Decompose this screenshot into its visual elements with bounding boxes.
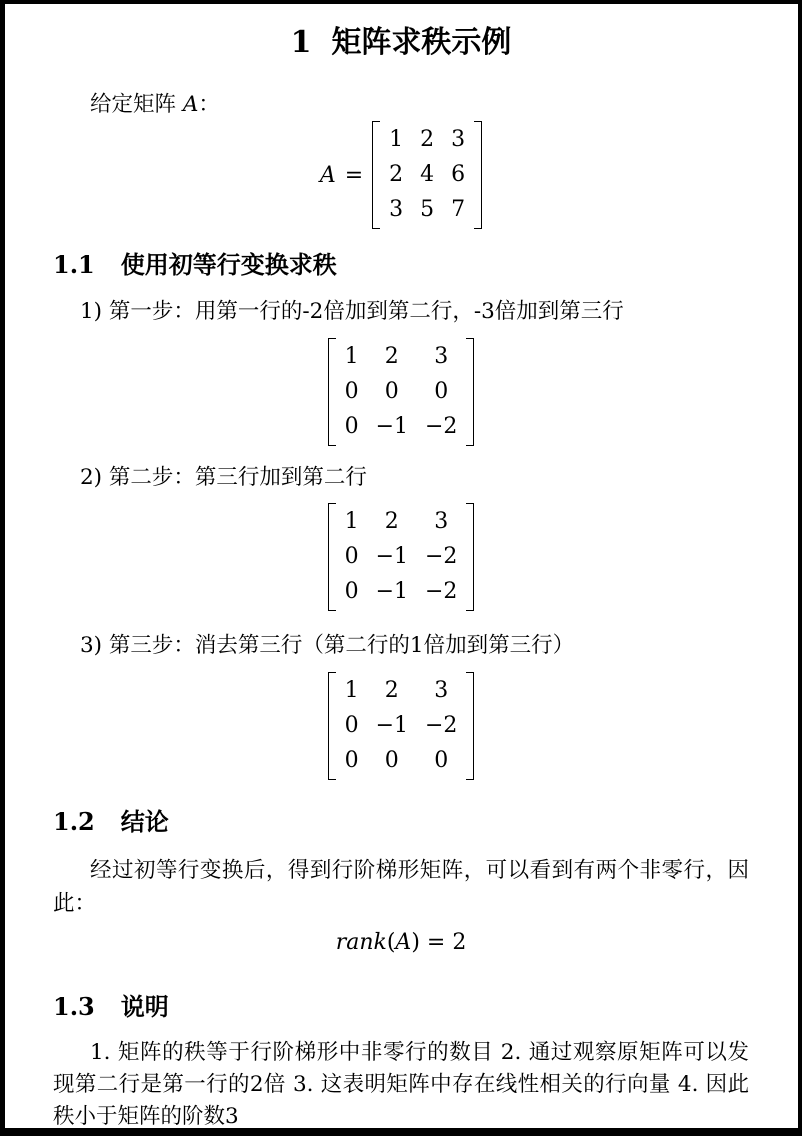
matrix-cell: −2: [425, 579, 458, 604]
matrix-bracket-left: [328, 672, 336, 780]
matrix-cell: 0: [344, 414, 359, 439]
matrix-cell: −1: [375, 579, 408, 604]
matrix-cell: 0: [344, 379, 359, 404]
matrix-cell: 3: [434, 344, 449, 369]
step-1-matrix-grid: [336, 338, 467, 446]
section-number: 1.1: [53, 250, 95, 279]
matrix-cell: 3: [434, 509, 449, 534]
intro-colon: ：: [198, 92, 220, 117]
section-number: 1.2: [53, 807, 95, 836]
matrix-cell: 2: [384, 344, 399, 369]
matrix-cell: 6: [451, 162, 466, 187]
matrix-cell: −1: [375, 414, 408, 439]
section-title-text: 说明: [120, 993, 169, 1021]
document-title: [53, 26, 749, 60]
matrix-bracket-left: [372, 121, 380, 229]
open-paren: (: [386, 930, 396, 955]
matrix-cell: −2: [425, 414, 458, 439]
intro-text: 给定矩阵: [90, 92, 183, 117]
matrix-cell: 0: [344, 544, 359, 569]
step-2-matrix: [328, 503, 475, 611]
matrix-cell: 0: [384, 748, 399, 773]
matrix-bracket-right: [474, 121, 482, 229]
matrix-cell: 0: [344, 579, 359, 604]
matrix-cell: 2: [420, 127, 435, 152]
matrix-cell: −2: [425, 713, 458, 738]
step-3-matrix-display: [53, 672, 749, 780]
intro-paragraph: [53, 88, 749, 121]
matrix-cell: 3: [389, 197, 404, 222]
matrix-cell: 0: [434, 379, 449, 404]
matrix-cell: 1: [344, 344, 359, 369]
equals-sign: =: [344, 162, 364, 188]
matrix-cell: −1: [375, 713, 408, 738]
matrix-cell: 3: [434, 678, 449, 703]
matrix-cell: −2: [425, 544, 458, 569]
matrix-cell: 1: [344, 509, 359, 534]
step-1-matrix: [328, 338, 475, 446]
step-2-text: 2) 第二步：第三行加到第二行: [80, 465, 367, 490]
notes-paragraph: 1. 矩阵的秩等于行阶梯形中非零行的数目 2. 通过观察原矩阵可以发现第二行是第一行的2倍 3. 这表明矩阵中存在线性相关的行向量 4. 因此秩小于矩阵的阶数3: [53, 1040, 749, 1129]
matrix-cell: 0: [384, 379, 399, 404]
matrix-symbol-a: A: [395, 930, 412, 955]
matrix-cell: 0: [344, 748, 359, 773]
formula-result: ) = 2: [411, 930, 467, 955]
step-1-text: 1) 第一步：用第一行的-2倍加到第二行，-3倍加到第三行: [80, 299, 624, 324]
matrix-bracket-right: [466, 503, 474, 611]
section-heading-conclusion: [53, 806, 749, 838]
matrix-a: [372, 121, 482, 229]
matrix-cell: 7: [451, 197, 466, 222]
section-title-text: 结论: [120, 808, 169, 836]
matrix-cell: 2: [384, 678, 399, 703]
matrix-cell: −1: [375, 544, 408, 569]
step-3-text: 3) 第三步：消去第三行（第二行的1倍加到第三行）: [80, 633, 575, 658]
document-title-text: 矩阵求秩示例: [331, 25, 512, 60]
step-1-matrix-display: [53, 338, 749, 446]
matrix-cell: 1: [389, 127, 404, 152]
step-2-matrix-grid: [336, 503, 467, 611]
matrix-bracket-left: [328, 503, 336, 611]
page-content: [5, 4, 798, 1133]
matrix-bracket-right: [466, 338, 474, 446]
matrix-symbol-a: A: [182, 92, 199, 117]
matrix-a-symbol: A: [319, 162, 336, 188]
section-title-text: 使用初等行变换求秩: [120, 251, 337, 279]
section-heading-notes: [53, 991, 749, 1023]
matrix-a-grid: [380, 121, 474, 229]
matrix-cell: 1: [344, 678, 359, 703]
matrix-cell: 2: [389, 162, 404, 187]
matrix-cell: 0: [344, 713, 359, 738]
matrix-cell: 4: [420, 162, 435, 187]
matrix-cell: 2: [384, 509, 399, 534]
matrix-bracket-left: [328, 338, 336, 446]
step-3-matrix-grid: [336, 672, 467, 780]
matrix-cell: 5: [420, 197, 435, 222]
matrix-cell: 0: [434, 748, 449, 773]
matrix-bracket-right: [466, 672, 474, 780]
section-number: 1: [290, 25, 312, 60]
step-3-matrix: [328, 672, 475, 780]
matrix-cell: 3: [451, 127, 466, 152]
matrix-a-display: [53, 121, 749, 229]
rank-function: rank: [335, 930, 387, 955]
section-number: 1.3: [53, 992, 95, 1021]
conclusion-paragraph: 经过初等行变换后，得到行阶梯形矩阵，可以看到有两个非零行，因此：: [53, 858, 749, 916]
step-2-matrix-display: [53, 503, 749, 611]
rank-formula: [53, 926, 749, 959]
section-heading-method: [53, 249, 749, 281]
